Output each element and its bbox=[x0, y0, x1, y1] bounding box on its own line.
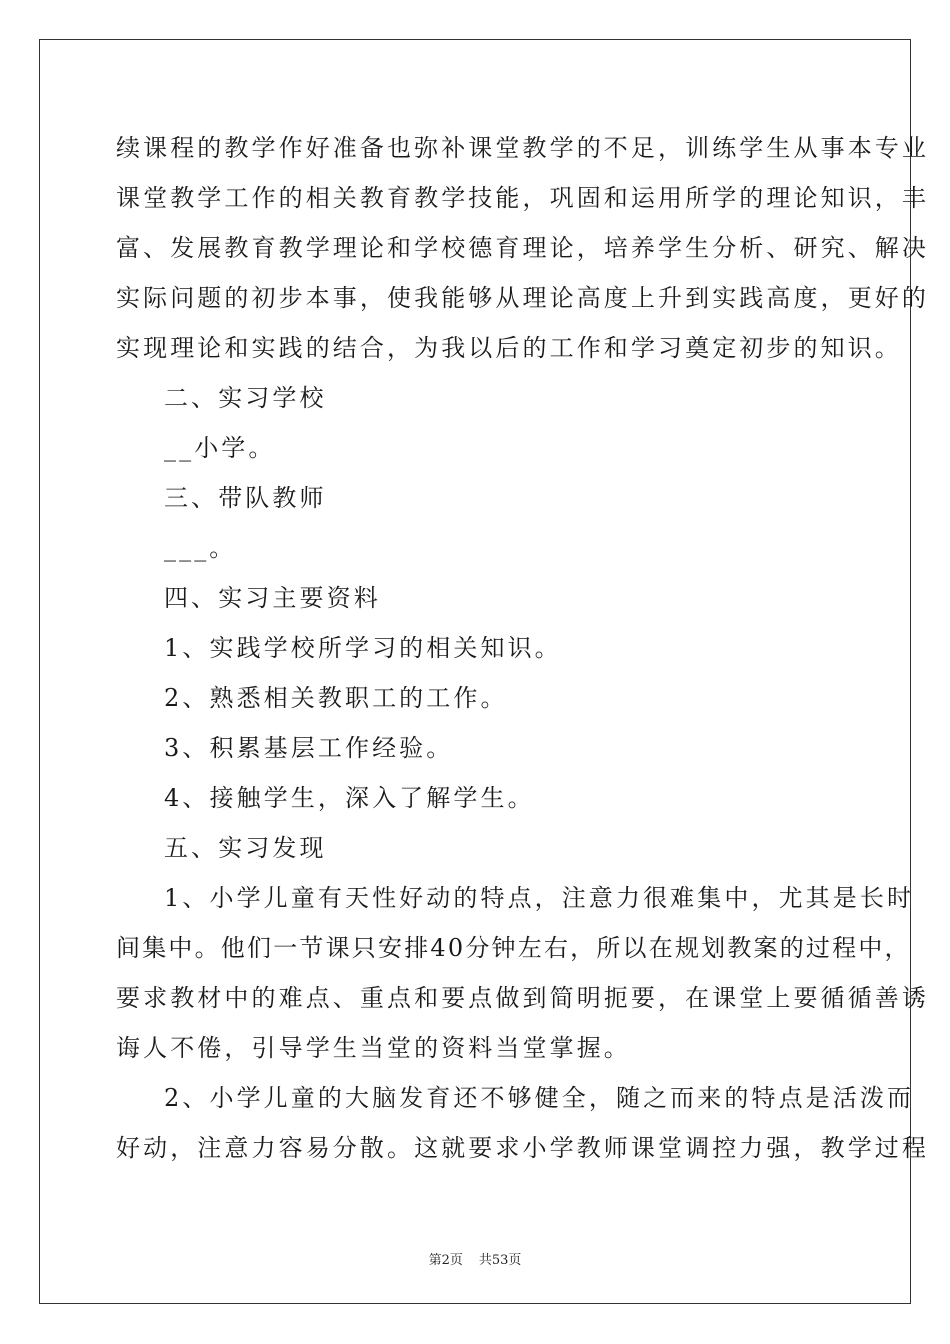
text-line: 富、发展教育教学理论和学校德育理论，培养学生分析、研究、解决 bbox=[116, 234, 929, 262]
text-line: 实现理论和实践的结合，为我以后的工作和学习奠定初步的知识。 bbox=[116, 334, 902, 362]
text-line: ___。 bbox=[164, 534, 237, 562]
text-line: 续课程的教学作好准备也弥补课堂教学的不足，训练学生从事本专业 bbox=[116, 134, 929, 162]
section-heading: 三、带队教师 bbox=[164, 484, 327, 512]
text-line: 诲人不倦，引导学生当堂的资料当堂掌握。 bbox=[116, 1034, 631, 1062]
page-footer bbox=[0, 1249, 950, 1268]
text-line: 2、小学儿童的大脑发育还不够健全，随之而来的特点是活泼而 bbox=[164, 1084, 915, 1112]
text-line: 间集中。他们一节课只安排40分钟左右，所以在规划教案的过程中， bbox=[116, 934, 911, 962]
text-line: 实际问题的初步本事，使我能够从理论高度上升到实践高度，更好的 bbox=[116, 284, 929, 312]
text-line: 好动，注意力容易分散。这就要求小学教师课堂调控力强，教学过程 bbox=[116, 1134, 929, 1162]
list-item: 4、接触学生，深入了解学生。 bbox=[164, 784, 535, 812]
list-item: 2、熟悉相关教职工的工作。 bbox=[164, 684, 508, 712]
page-number: 第2页 bbox=[428, 1253, 463, 1268]
page-total: 共53页 bbox=[478, 1253, 522, 1268]
list-item: 3、积累基层工作经验。 bbox=[164, 734, 454, 762]
text-line: 课堂教学工作的相关教育教学技能，巩固和运用所学的理论知识，丰 bbox=[116, 184, 929, 212]
list-item: 1、实践学校所学习的相关知识。 bbox=[164, 634, 562, 662]
section-heading: 二、实习学校 bbox=[164, 384, 327, 412]
text-line: __小学。 bbox=[164, 434, 276, 462]
text-line: 1、小学儿童有天性好动的特点，注意力很难集中，尤其是长时 bbox=[164, 884, 915, 912]
text-line: 要求教材中的难点、重点和要点做到简明扼要，在课堂上要循循善诱 bbox=[116, 984, 929, 1012]
document-body bbox=[116, 123, 929, 1173]
section-heading: 五、实习发现 bbox=[164, 834, 327, 862]
section-heading: 四、实习主要资料 bbox=[164, 584, 381, 612]
